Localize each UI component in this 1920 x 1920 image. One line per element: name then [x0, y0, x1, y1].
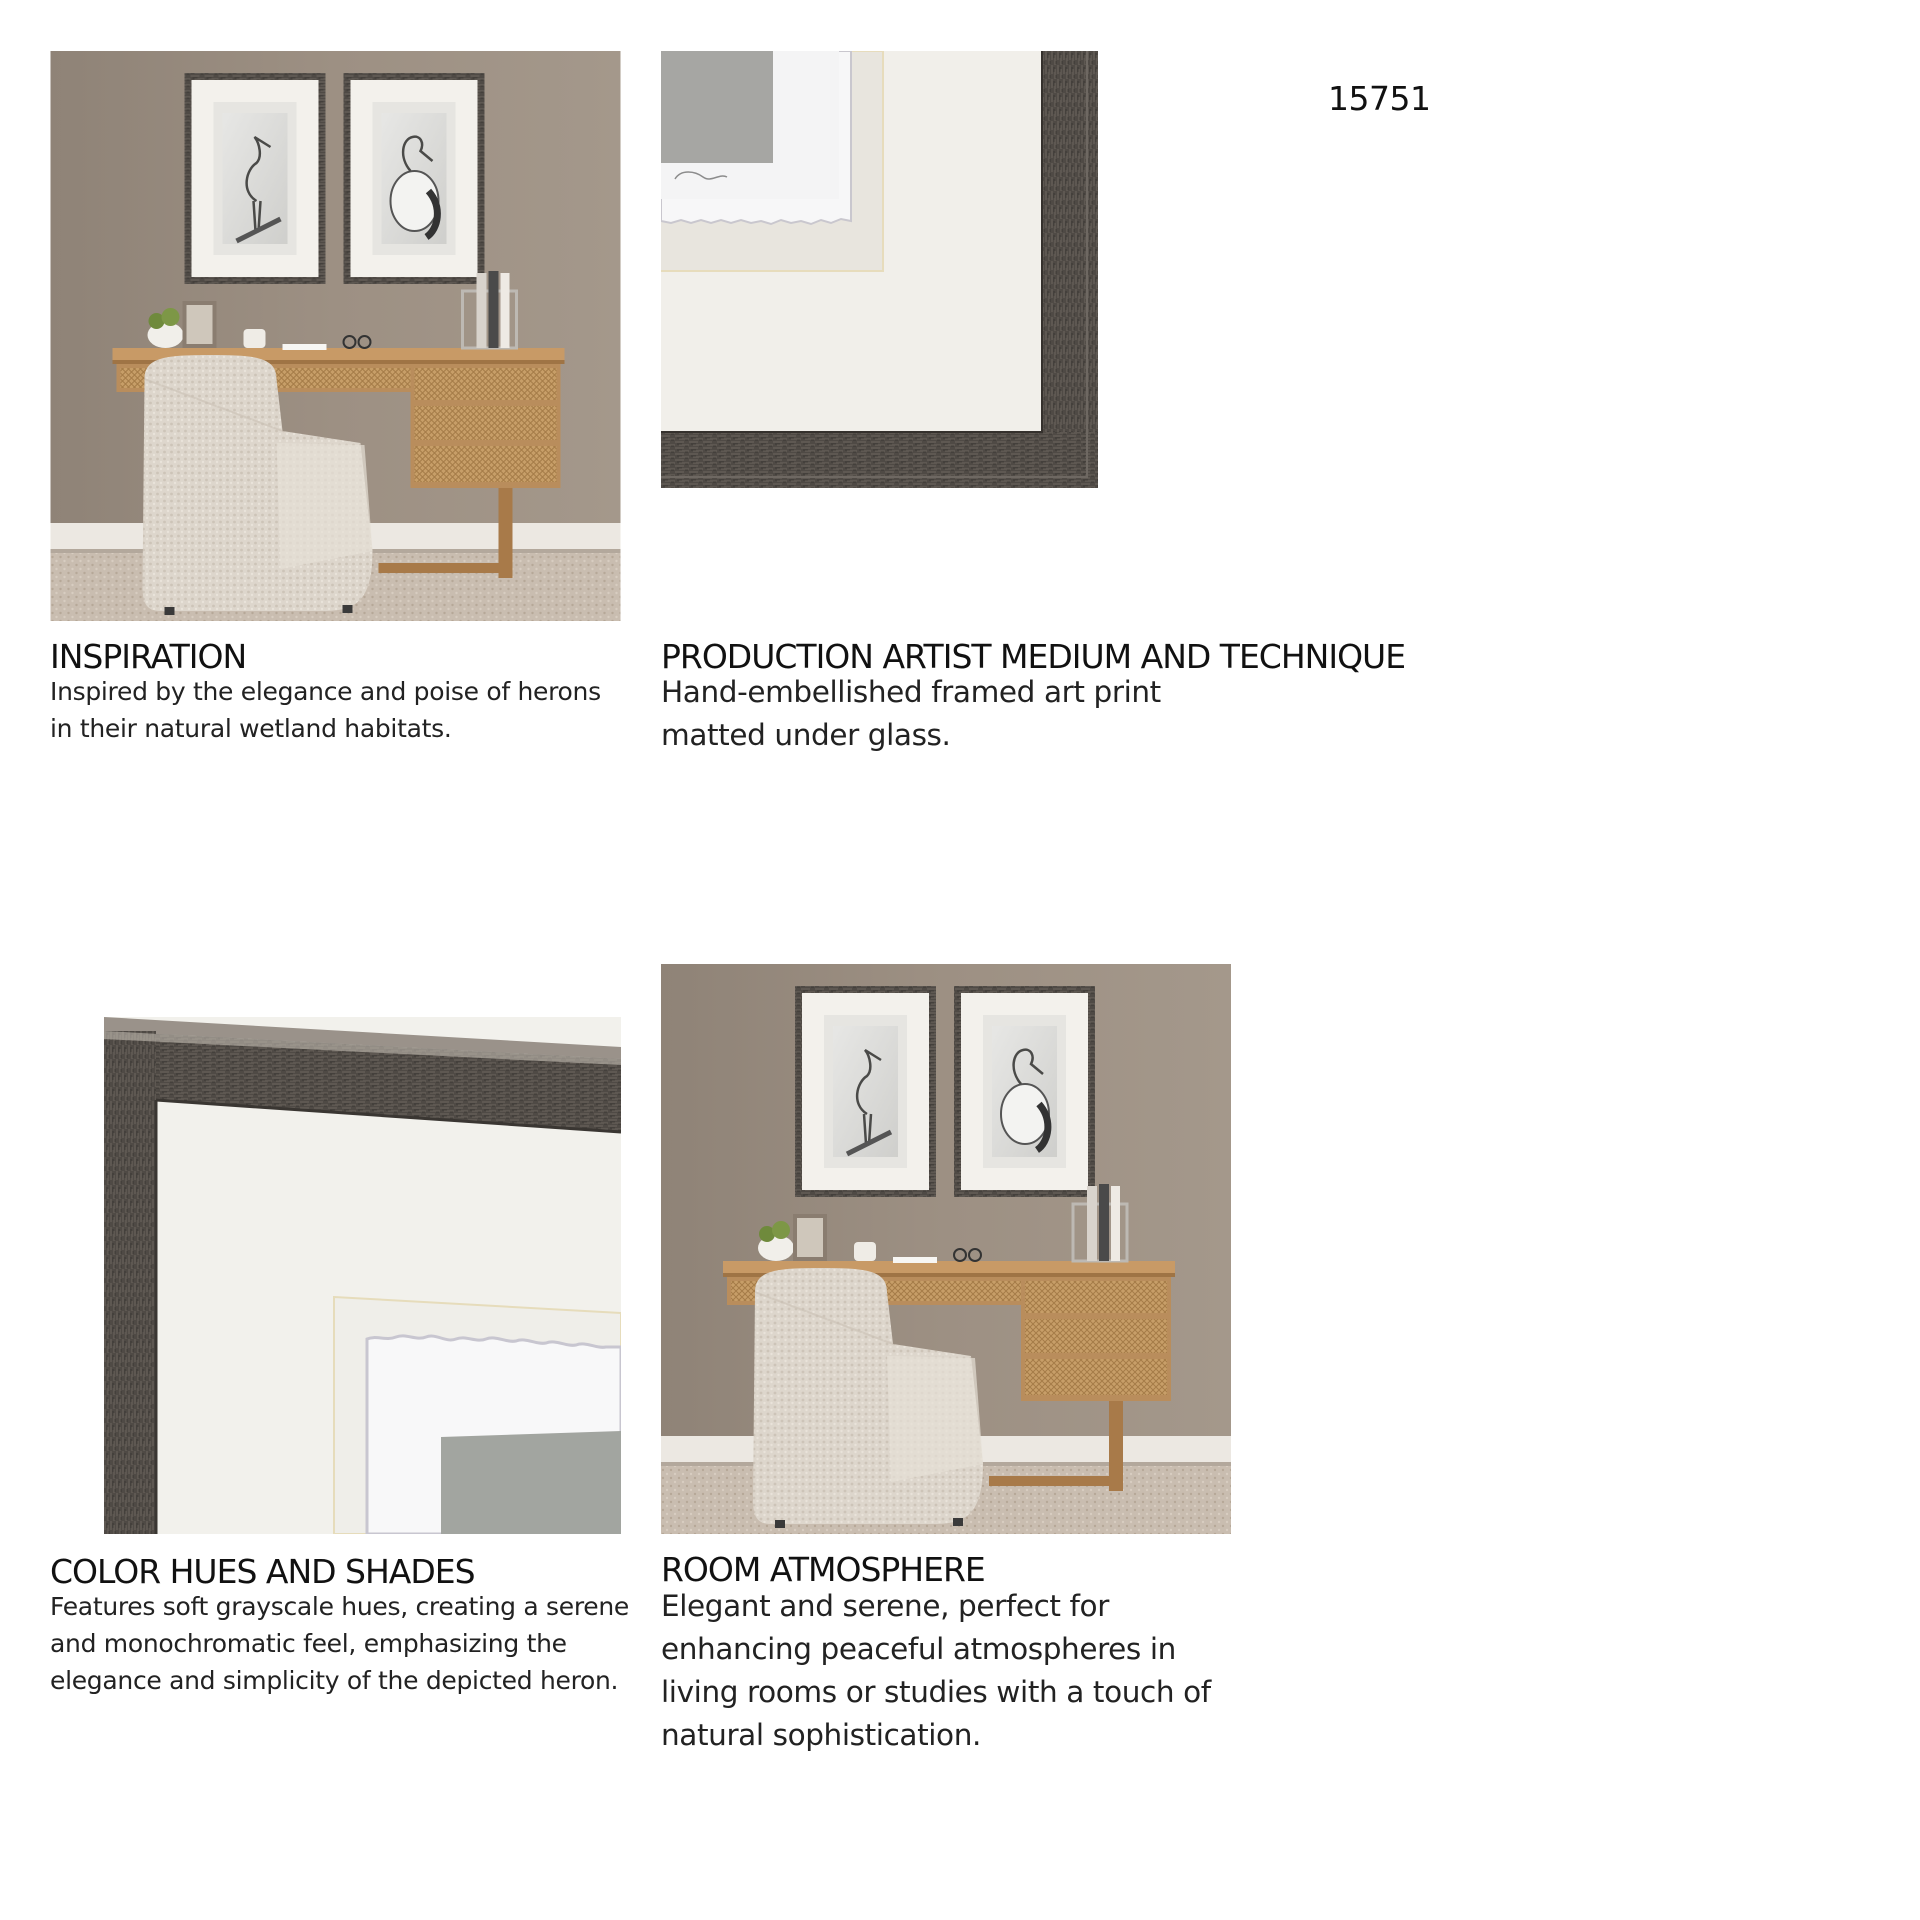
room-scene-photo [50, 51, 621, 621]
inspiration-line: Inspired by the elegance and poise of herons [50, 677, 601, 706]
room-heading: ROOM ATMOSPHERE [661, 1550, 985, 1589]
room-line: Elegant and serene, perfect for [661, 1589, 1109, 1623]
room-line: natural sophistication. [661, 1718, 981, 1752]
inspiration-description [50, 673, 601, 747]
production-description [661, 671, 1161, 757]
room-scene-photo [661, 964, 1231, 1534]
color-line: Features soft grayscale hues, creating a serene [50, 1592, 629, 1621]
color-line: elegance and simplicity of the depicted heron. [50, 1666, 619, 1695]
frame-corner-illustration [661, 51, 1098, 488]
production-line: Hand-embellished framed art print [661, 675, 1161, 709]
room-scene-illustration [661, 964, 1231, 1534]
inspiration-line: in their natural wetland habitats. [50, 714, 452, 743]
frame-corner-closeup-photo [661, 51, 1098, 488]
frame-corner-detail-photo [104, 1017, 621, 1534]
inspiration-heading: INSPIRATION [50, 637, 247, 676]
room-line: enhancing peaceful atmospheres in [661, 1632, 1176, 1666]
frame-detail-illustration [104, 1017, 621, 1534]
room-line: living rooms or studies with a touch of [661, 1675, 1211, 1709]
production-heading: PRODUCTION ARTIST MEDIUM AND TECHNIQUE [661, 637, 1406, 676]
color-description [50, 1588, 629, 1699]
room-description [661, 1585, 1211, 1757]
room-scene-illustration [50, 51, 621, 621]
color-line: and monochromatic feel, emphasizing the [50, 1629, 567, 1658]
color-heading: COLOR HUES AND SHADES [50, 1552, 475, 1591]
production-line: matted under glass. [661, 718, 951, 752]
product-number: 15751 [1328, 79, 1431, 118]
